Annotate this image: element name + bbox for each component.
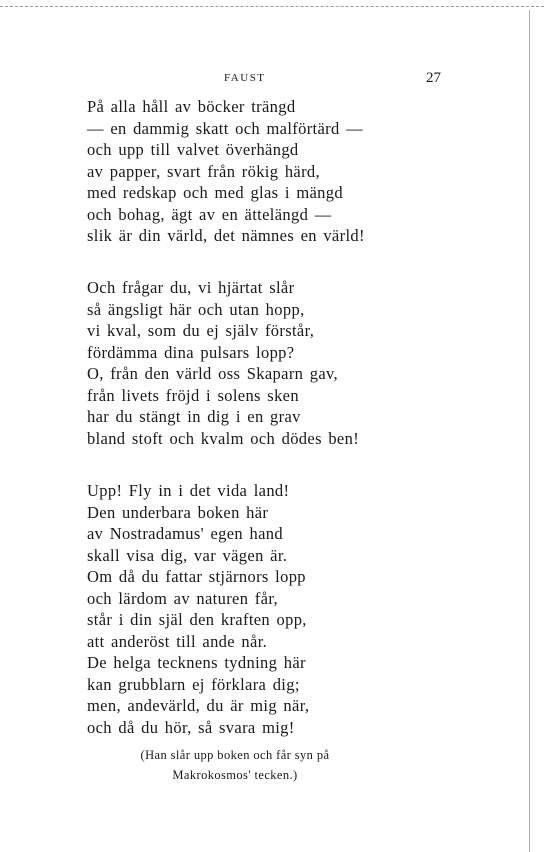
verse-line: så ängsligt här och utan hopp, (87, 299, 305, 319)
verse-line: Om då du fattar stjärnors lopp (87, 567, 306, 586)
verse-line: bland stoft och kvalm och dödes ben! (87, 428, 360, 448)
verse-line: Den underbara boken här (87, 502, 269, 522)
verse-line: kan grubblarn ej förklara dig; (87, 674, 300, 694)
verse-line: men, andevärld, du är mig när, (87, 696, 310, 715)
verse-line: av papper, svart från rökig härd, (87, 161, 321, 181)
verse-line: fördämma dina pulsars lopp? (87, 342, 295, 362)
verse-line: O, från den värld oss Skaparn gav, (87, 364, 339, 383)
verse-line: står i din själ den kraften opp, (87, 610, 307, 629)
stage-direction (70, 745, 400, 785)
verse-line: och lärdom av naturen får, (87, 588, 278, 608)
running-title: FAUST (224, 72, 266, 84)
page-number: 27 (426, 70, 441, 86)
verse-line: med redskap och med glas i mängd (87, 183, 343, 202)
verse-line: slik är din värld, det nämnes en värld! (87, 226, 365, 245)
verse-line: och upp till valvet överhängd (87, 140, 299, 159)
stage-direction-line: (Han slår upp boken och får syn på (140, 748, 330, 762)
verse-line: — en dammig skatt och malförtärd — (87, 118, 363, 138)
verse-line: att anderöst till ande når. (87, 631, 268, 651)
stanza-1 (87, 96, 365, 247)
verse-line: och då du hör, så svara mig! (87, 717, 295, 737)
stanza-2 (87, 277, 359, 449)
verse-line: vi kval, som du ej själv förstår, (87, 321, 315, 340)
page-right-edge (529, 10, 530, 852)
page-top-edge (0, 6, 544, 7)
verse-line: skall visa dig, var vägen är. (87, 545, 288, 565)
verse-line: Och frågar du, vi hjärtat slår (87, 278, 295, 297)
verse-line: av Nostradamus' egen hand (87, 524, 283, 543)
verse-line: har du stängt in dig i en grav (87, 407, 301, 426)
verse-line: På alla håll av böcker trängd (87, 97, 296, 116)
verse-line: De helga tecknens tydning här (87, 653, 306, 672)
verse-line: och bohag, ägt av en ättelängd — (87, 204, 332, 224)
verse-line: Upp! Fly in i det vida land! (87, 481, 290, 500)
stage-direction-line: Makrokosmos' tecken.) (172, 768, 298, 782)
verse-line: från livets fröjd i solens sken (87, 385, 299, 405)
running-head (0, 70, 544, 90)
stanza-3 (87, 480, 309, 738)
